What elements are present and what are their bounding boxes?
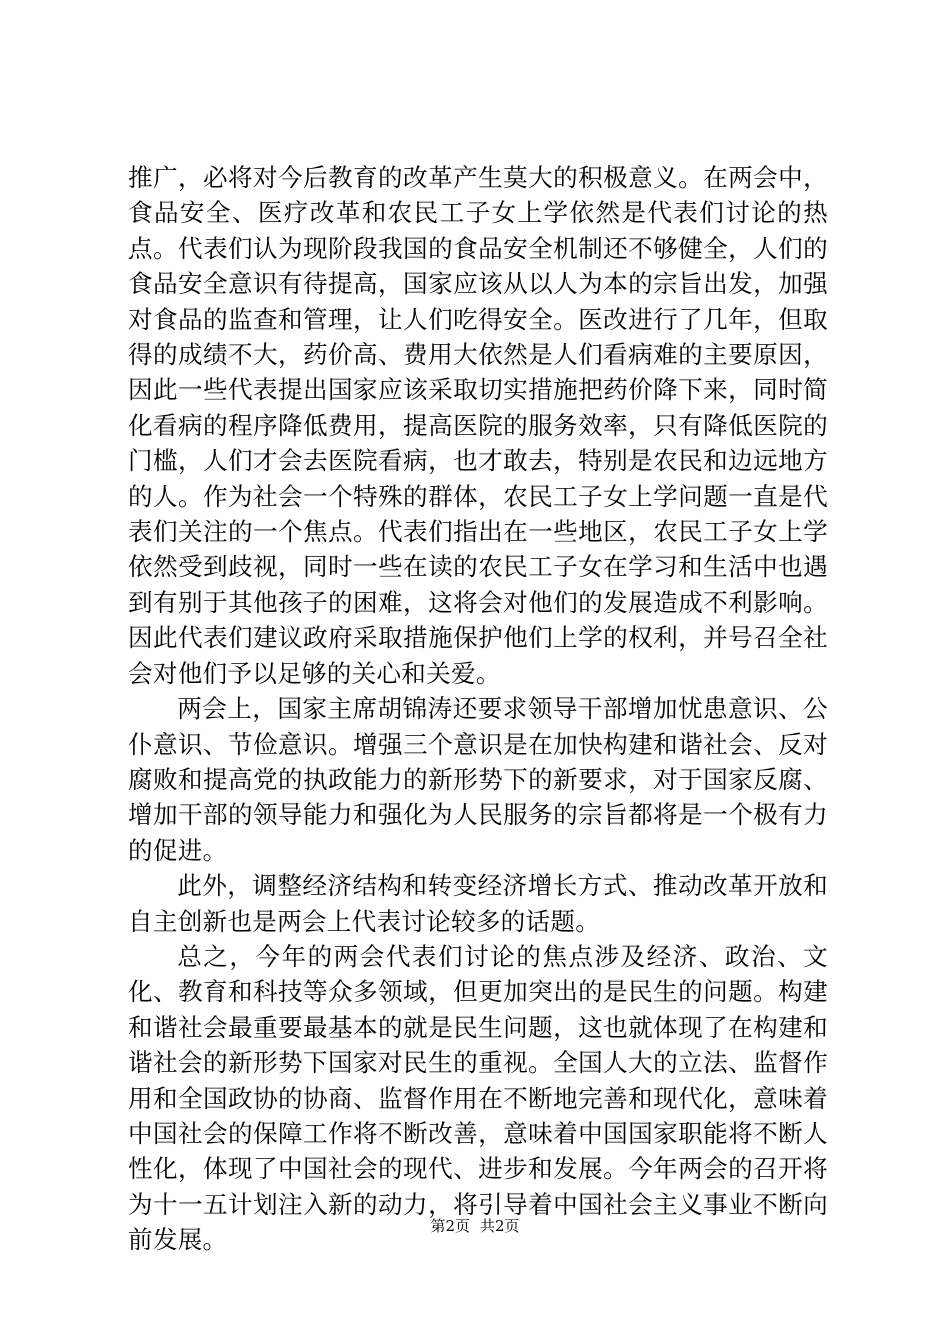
page-number: 第2页	[430, 1217, 470, 1235]
page-total: 共2页	[480, 1217, 520, 1235]
page-footer	[0, 1216, 950, 1236]
document-body	[128, 160, 828, 1258]
paragraph-leader-awareness: 两会上，国家主席胡锦涛还要求领导干部增加忧患意识、公仆意识、节俭意识。增强三个意识是在加快构建和谐社会、反对腐败和提高党的执政能力的新形势下的新要求，对于国家反腐、增加干部的领导能力和强化为人民服务的宗旨都将是一个极有力的促进。	[128, 694, 828, 865]
paragraph-continued: 推广，必将对今后教育的改革产生莫大的积极意义。在两会中，食品安全、医疗改革和农民工子女上学依然是代表们讨论的热点。代表们认为现阶段我国的食品安全机制还不够健全，人们的食品安全意识有待提高，国家应该从以人为本的宗旨出发，加强对食品的监查和管理，让人们吃得安全。医改进行了几年，但取得的成绩不大，药价高、费用大依然是人们看病难的主要原因，因此一些代表提出国家应该采取切实措施把药价降下来，同时简化看病的程序降低费用，提高医院的服务效率，只有降低医院的门槛，人们才会去医院看病，也才敢去，特别是农民和边远地方的人。作为社会一个特殊的群体，农民工子女上学问题一直是代表们关注的一个焦点。代表们指出在一些地区，农民工子女上学依然受到歧视，同时一些在读的农民工子女在学习和生活中也遇到有别于其他孩子的困难，这将会对他们的发展造成不利影响。因此代表们建议政府采取措施保护他们上学的权利，并号召全社会对他们予以足够的关心和关爱。	[128, 163, 828, 688]
paragraph-conclusion: 总之，今年的两会代表们讨论的焦点涉及经济、政治、文化、教育和科技等众多领域，但更加突出的是民生的问题。构建和谐社会最重要最基本的就是民生问题，这也就体现了在构建和谐社会的新形势下国家对民生的重视。全国人大的立法、监督作用和全国政协的协商、监督作用在不断地完善和现代化，意味着中国社会的保障工作将不断改善，意味着中国国家职能将不断人性化，体现了中国社会的现代、进步和发展。今年两会的召开将为十一五计划注入新的动力，将引导着中国社会主义事业不断向前发展。	[128, 941, 828, 1255]
paragraph-economy: 此外，调整经济结构和转变经济增长方式、推动改革开放和自主创新也是两会上代表讨论较多的话题。	[128, 871, 828, 936]
